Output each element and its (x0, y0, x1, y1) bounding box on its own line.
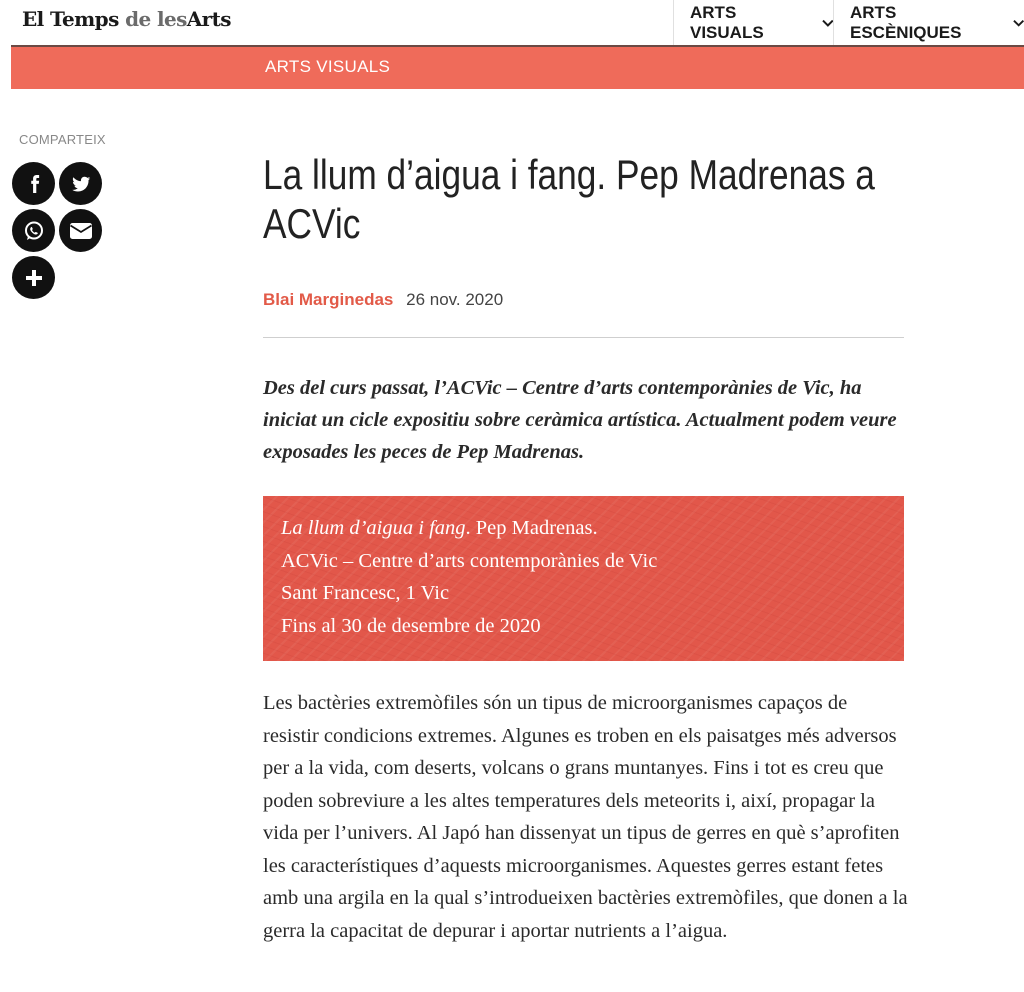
info-title-italic: La llum d’aigua i fang (281, 517, 466, 539)
info-address: Sant Francesc, 1 Vic (281, 582, 450, 604)
info-title-rest: . Pep Madrenas. (465, 517, 598, 539)
logo-part-2: de les (125, 7, 187, 31)
plus-icon (24, 268, 44, 288)
logo-part-3: Arts (186, 7, 231, 31)
article-byline (263, 290, 503, 310)
whatsapp-icon (22, 219, 46, 243)
share-twitter-button[interactable] (59, 162, 102, 205)
nav-arts-visuals-label: ARTS VISUALS (690, 3, 764, 42)
author-link[interactable]: Blai Marginedas (263, 290, 394, 309)
section-bar (11, 47, 1024, 89)
top-navigation (0, 0, 1024, 46)
share-label: COMPARTEIX (19, 132, 106, 147)
site-logo[interactable] (22, 7, 231, 31)
nav-arts-visuals[interactable] (673, 0, 834, 46)
info-venue: ACVic – Centre d’arts contemporànies de Vic (281, 549, 658, 572)
article-title: La llum d’aigua i fang. Pep Madrenas a ACVic (263, 151, 875, 247)
exhibition-info-box (263, 496, 904, 661)
share-facebook-button[interactable] (12, 162, 55, 205)
body-paragraph: Les bactèries extremòfiles són un tipus de microorganismes capaços de resistir condicions extremes. Algunes es troben en els paisatges més adversos per a la vida, com deserts, volcans o grans muntanyes. Fins i tot es creu que poden sobreviure a les altes temperatures dels meteorits i, així, propagar la vida per l’univers. Al Japó han dissenyat un tipus de gerres en què s’aprofiten les característiques d’aquests microorganismes. Aquestes gerres estant fetes amb una argila en la qual s’introdueixen bactèries extremòfiles, que donen a la gerra la capacitat de depurar i aportar nutrients a l’aigua. (263, 692, 908, 942)
share-whatsapp-button[interactable] (12, 209, 55, 252)
nav-arts-esceniques[interactable] (833, 0, 1024, 46)
email-icon (69, 221, 93, 241)
article-lead (263, 372, 904, 468)
share-email-button[interactable] (59, 209, 102, 252)
twitter-icon (69, 173, 93, 195)
chevron-down-icon (1013, 19, 1024, 27)
facebook-icon (23, 173, 45, 195)
section-label[interactable]: ARTS VISUALS (265, 57, 391, 76)
share-more-button[interactable] (12, 256, 55, 299)
info-title (281, 512, 886, 545)
byline-divider (263, 337, 904, 338)
logo-part-1: El Temps (22, 7, 119, 31)
info-dates: Fins al 30 de desembre de 2020 (281, 614, 541, 637)
lead-paragraph: Des del curs passat, l’ACVic – Centre d’arts contemporànies de Vic, ha iniciat un cicle expositiu sobre ceràmica artística. Actualment podem veure exposades les peces de Pep Madrenas. (263, 377, 897, 463)
nav-arts-esceniques-label: ARTS ESCÈNIQUES (850, 3, 962, 42)
article-body (263, 687, 908, 947)
article-date: 26 nov. 2020 (406, 290, 504, 309)
